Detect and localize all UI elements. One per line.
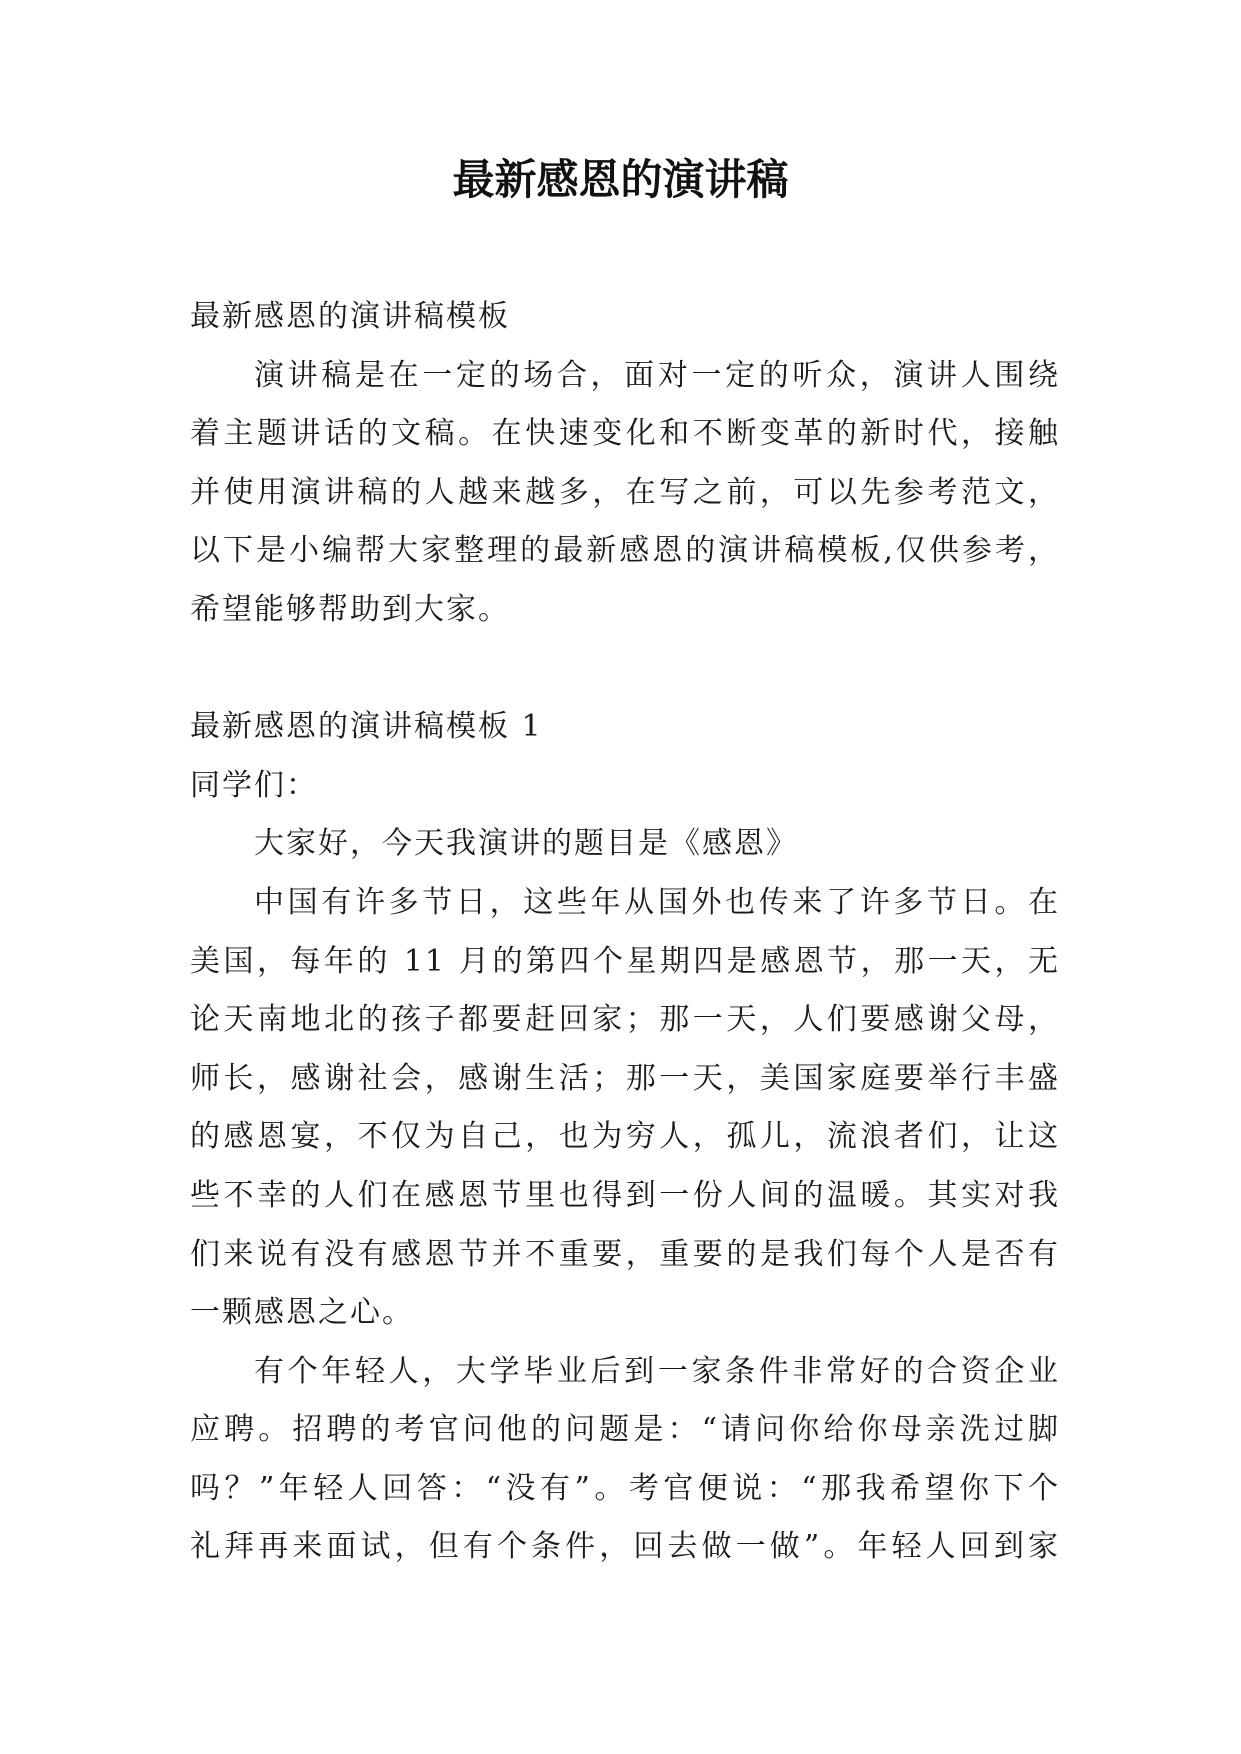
text-line: 同学们： bbox=[190, 767, 318, 803]
text-line: 论天南地北的孩子都要赶回家；那一天，人们要感谢父母， bbox=[190, 1002, 1060, 1038]
text-line: 着主题讲话的文稿。在快速变化和不断变革的新时代，接触 bbox=[190, 416, 1060, 452]
text-line: 有个年轻人，大学毕业后到一家条件非常好的合资企业 bbox=[254, 1353, 1060, 1389]
text-line: 些不幸的人们在感恩节里也得到一份人间的温暖。其实对我 bbox=[190, 1177, 1060, 1213]
document-title: 最新感恩的演讲稿 bbox=[452, 155, 789, 204]
text-line: 应聘。招聘的考官问他的问题是：“请问你给你母亲洗过脚 bbox=[190, 1412, 1060, 1448]
text-line: 吗？”年轻人回答：“没有”。考官便说：“那我希望你下个 bbox=[190, 1470, 1060, 1506]
text-line: 以下是小编帮大家整理的最新感恩的演讲稿模板,仅供参考， bbox=[190, 533, 1060, 569]
text-line: 大家好，今天我演讲的题目是《感恩》 bbox=[254, 826, 798, 862]
text-line: 的感恩宴，不仅为自己，也为穷人，孤儿，流浪者们，让这 bbox=[190, 1119, 1060, 1155]
text-line: 最新感恩的演讲稿模板 bbox=[190, 299, 510, 334]
document-body bbox=[190, 288, 1060, 1577]
blank-line bbox=[190, 640, 1060, 699]
text-line: 美国，每年的 11 月的第四个星期四是感恩节，那一天，无 bbox=[190, 943, 1060, 979]
text-line: 并使用演讲稿的人越来越多，在写之前，可以先参考范文， bbox=[190, 474, 1060, 510]
text-line: 们来说有没有感恩节并不重要，重要的是我们每个人是否有 bbox=[190, 1236, 1060, 1272]
text-line: 中国有许多节日，这些年从国外也传来了许多节日。在 bbox=[254, 884, 1060, 920]
text-line: 最新感恩的演讲稿模板 1 bbox=[190, 709, 543, 745]
text-line: 师长，感谢社会，感谢生活；那一天，美国家庭要举行丰盛 bbox=[190, 1060, 1060, 1096]
text-line: 演讲稿是在一定的场合，面对一定的听众，演讲人围绕 bbox=[254, 357, 1060, 393]
text-line: 希望能够帮助到大家。 bbox=[190, 591, 510, 627]
text-line: 一颗感恩之心。 bbox=[190, 1295, 414, 1331]
text-line: 礼拜再来面试，但有个条件，回去做一做”。年轻人回到家 bbox=[190, 1529, 1060, 1565]
